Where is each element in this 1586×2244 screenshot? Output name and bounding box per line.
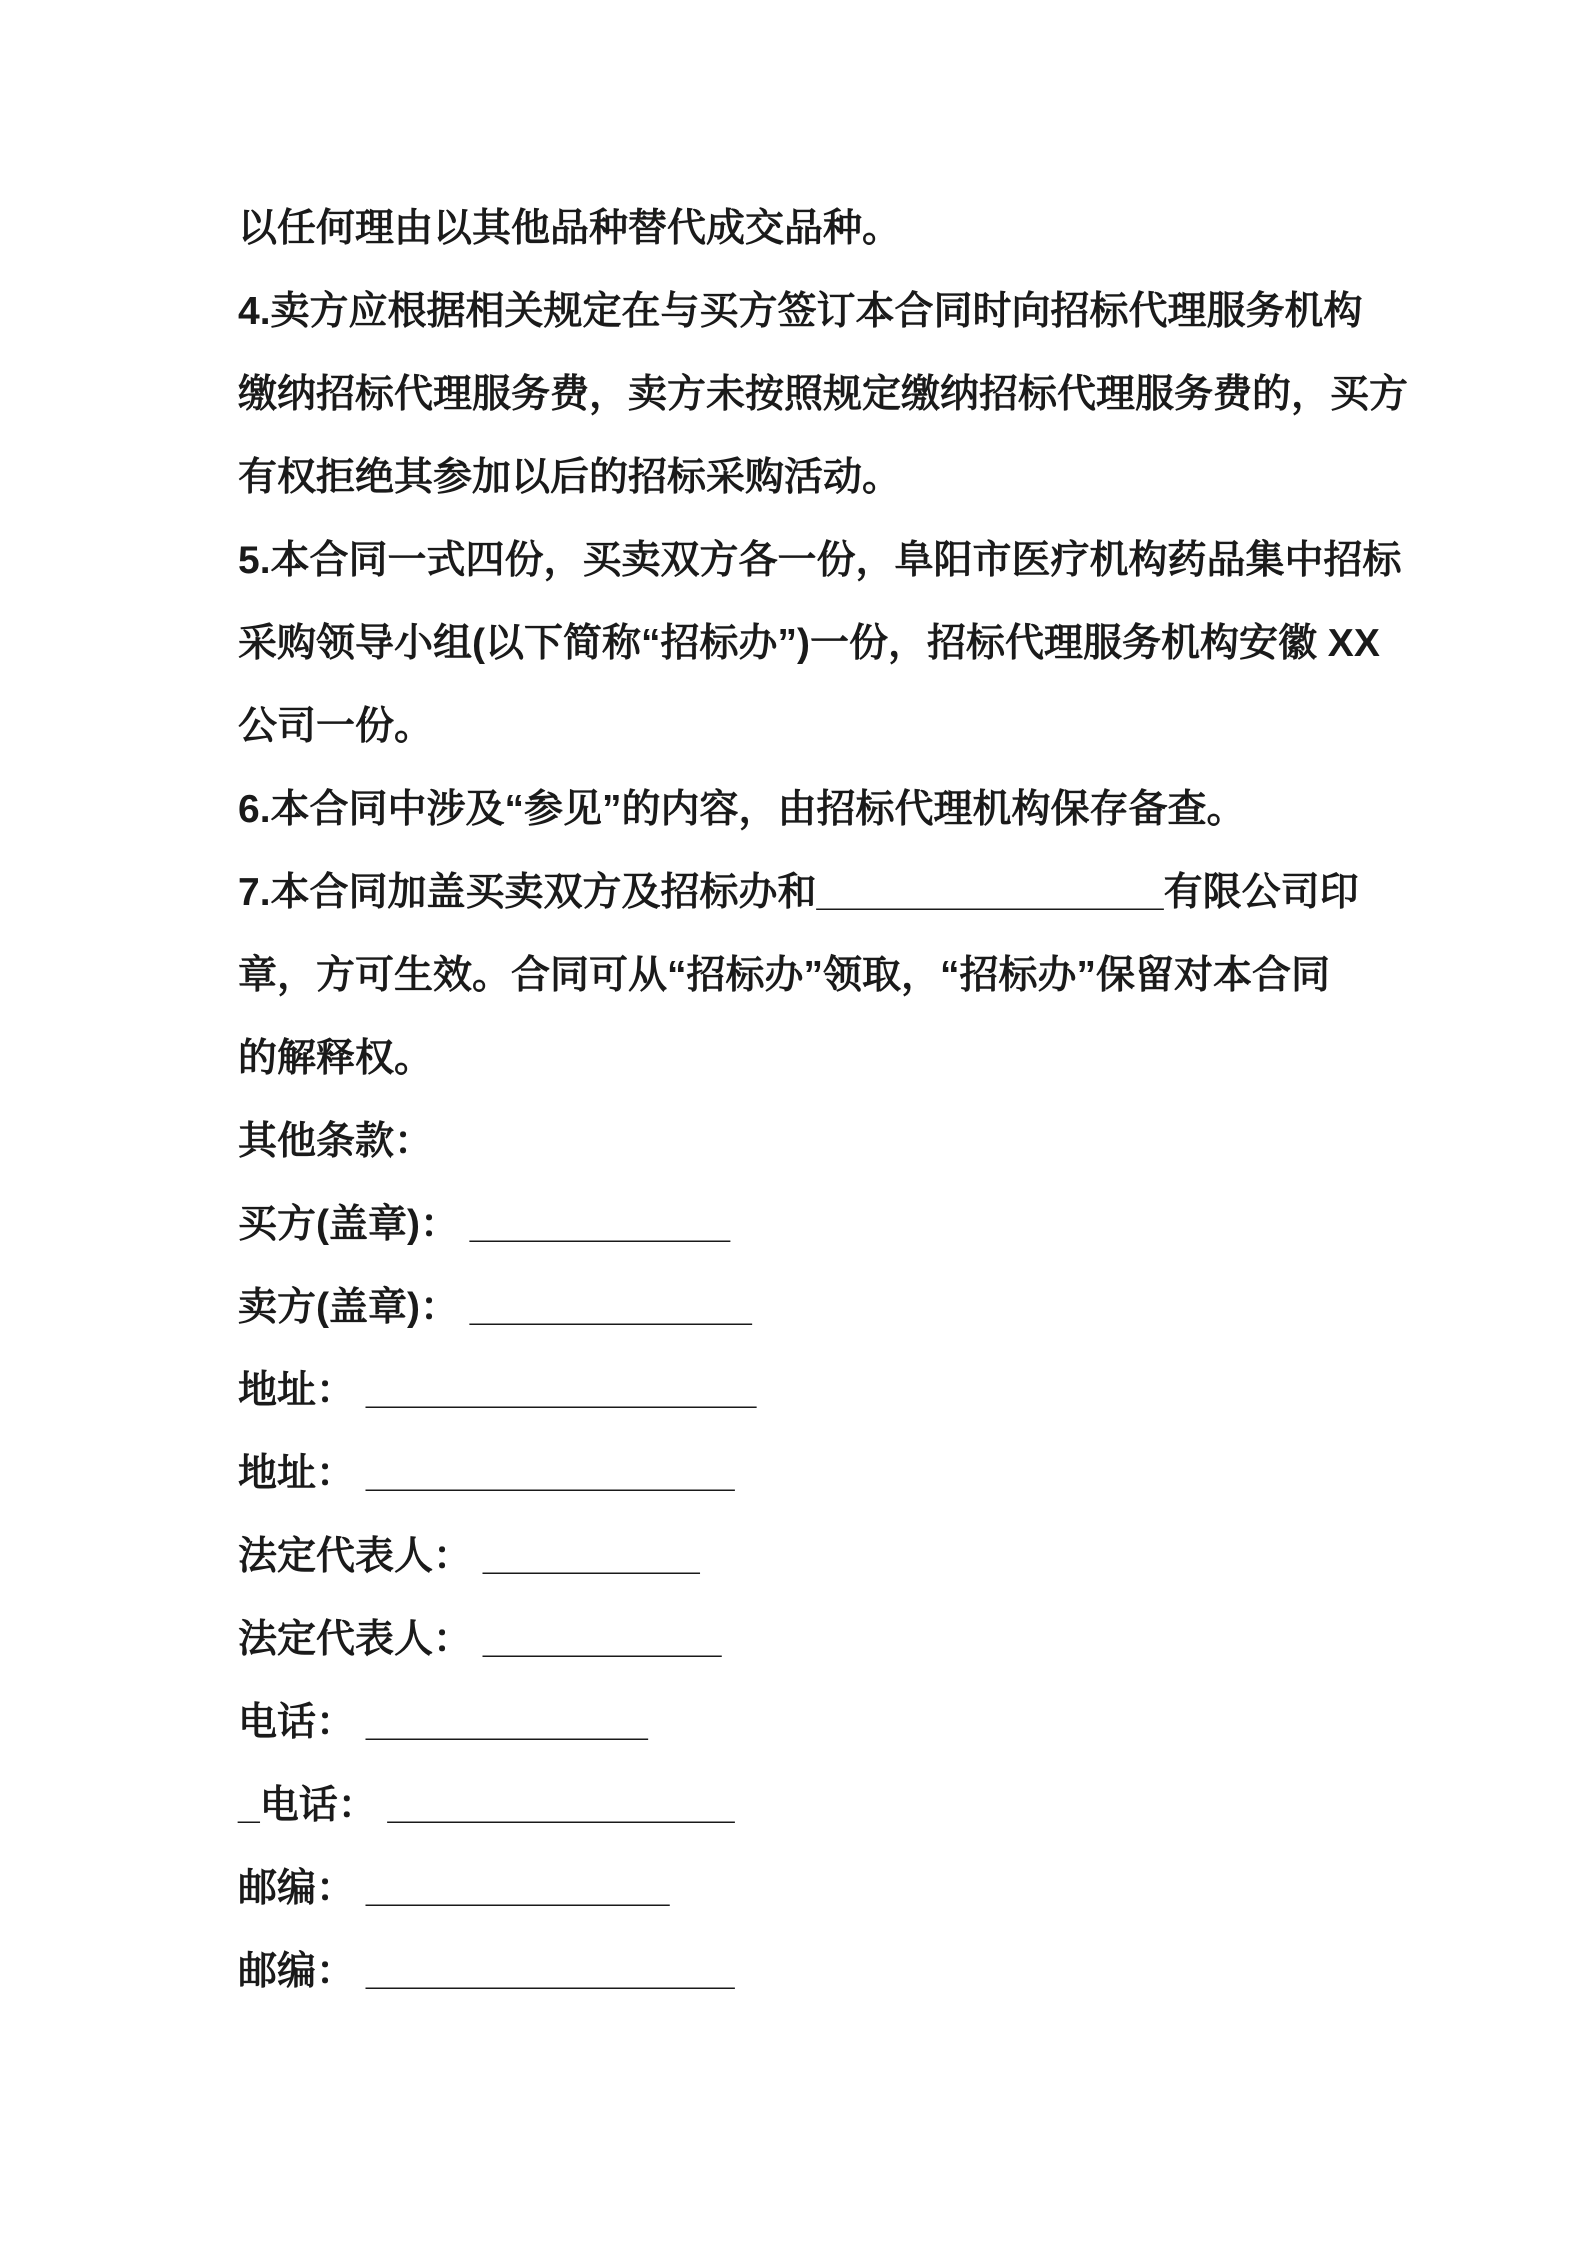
buyer-address-field: 地址： __________________ — [238, 1369, 757, 1412]
other-terms-label: 其他条款： — [238, 1120, 434, 1163]
buyer-phone-field: 电话： _____________ — [238, 1701, 648, 1744]
clause-5-line-3: 公司一份。 — [238, 705, 434, 748]
clause-tail-line: 以任何理由以其他品种替代成交品种。 — [238, 207, 902, 250]
clause-5-line-2: 采购领导小组(以下简称“招标办”)一份，招标代理服务机构安徽 XX — [238, 622, 1380, 665]
clause-7-line-3: 的解释权。 — [238, 1037, 434, 1080]
seller-address-field: 地址： _________________ — [238, 1452, 735, 1495]
clause-5-line-1: 5.本合同一式四份，买卖双方各一份，阜阳市医疗机构药品集中招标 — [238, 539, 1402, 582]
clause-6-line: 6.本合同中涉及“参见”的内容，由招标代理机构保存备查。 — [238, 788, 1246, 831]
clause-4-line-2: 缴纳招标代理服务费，卖方未按照规定缴纳招标代理服务费的，买方 — [238, 373, 1409, 416]
seller-postcode-field: 邮编： _________________ — [238, 1950, 735, 1993]
clause-7-line-1: 7.本合同加盖买卖双方及招标办和________________有限公司印 — [238, 871, 1359, 914]
contract-body — [238, 187, 1409, 2013]
seller-phone-field: _电话： ________________ — [238, 1784, 735, 1827]
clause-7-line-2: 章，方可生效。合同可从“招标办”领取，“招标办”保留对本合同 — [238, 954, 1331, 997]
buyer-seal-field: 买方(盖章)： ____________ — [238, 1203, 731, 1246]
seller-legal-rep-field: 法定代表人： ___________ — [238, 1618, 722, 1661]
clause-4-line-1: 4.卖方应根据相关规定在与买方签订本合同时向招标代理服务机构 — [238, 290, 1363, 333]
buyer-legal-rep-field: 法定代表人： __________ — [238, 1535, 700, 1578]
clause-4-line-3: 有权拒绝其参加以后的招标采购活动。 — [238, 456, 902, 499]
buyer-postcode-field: 邮编： ______________ — [238, 1867, 670, 1910]
seller-seal-field: 卖方(盖章)： _____________ — [238, 1286, 752, 1329]
